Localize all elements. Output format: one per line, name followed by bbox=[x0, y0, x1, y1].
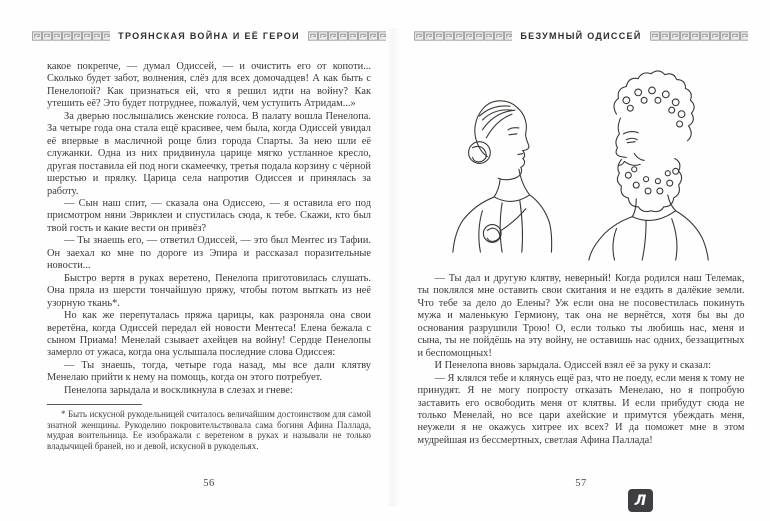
illustration-odysseus-penelope bbox=[418, 51, 745, 263]
paragraph: Но как же перепуталась пряжа царицы, как разроняла она свои веретёна, когда Одиссей передал ей новости Ментеса! Елена бежала с сыном Приама! Менелай сзывает ахейцев на войну! Сердце Пенелопы замерло от ужаса, когда она услышала последние слова Одиссея: bbox=[47, 310, 371, 359]
page-number-left: 56 bbox=[203, 478, 215, 489]
page-number-right: 57 bbox=[575, 478, 587, 489]
paragraph: — Сын наш спит, — сказала она Одиссею, — я оставила его под присмотром няни Эвриклеи и спустилась сюда, к тебе. Скажи, кто был твой гость и какие вести он привёз? bbox=[47, 197, 371, 234]
page-right bbox=[414, 25, 748, 489]
labirint-logo bbox=[628, 489, 653, 512]
footnote-text: * Быть искусной рукодельницей считалось величайшим достоинством для самой знатной женщины. Рукоделию покровительствовала сама богиня Афина Паллада, мудрая воительница. Ее изображали с веретеном в руках и называли не только владычицей браней, но и девой, искусной в рукодельях. bbox=[47, 409, 371, 452]
footnote bbox=[47, 404, 371, 451]
page-left bbox=[32, 25, 386, 489]
paragraph: — Ты дал и другую клятву, неверный! Когда родился наш Телемак, ты поклялся мне оставить свои скитания и не ездить в далёкие земли. Что тебе за дело до Елены? Уж если она не посовестилась покинуть мужа и маленькую Гермиону, так она не вернётся, хотя бы вы до основания разрушили Трою! О, если только ты любишь нас, меня и сына, ты не пойдёшь на эту войну, не оставишь нас одних, беззащитных и беспомощных! bbox=[417, 273, 745, 359]
meander-ornament bbox=[414, 31, 512, 41]
running-head-right bbox=[414, 29, 748, 43]
page-gutter bbox=[386, 28, 400, 506]
meander-ornament bbox=[308, 31, 386, 41]
paragraph: — Ты знаешь, тогда, четыре года назад, мы все дали клятву Менелаю прийти к нему на помощь, когда он этого потребует. bbox=[47, 359, 371, 384]
body-text-right bbox=[418, 273, 745, 447]
paragraph: Пенелопа зарыдала и воскликнула в слезах и гневе: bbox=[64, 384, 293, 396]
page-header-left: ТРОЯНСКАЯ ВОЙНА И ЕЁ ГЕРОИ bbox=[118, 31, 300, 41]
page-header-right: БЕЗУМНЫЙ ОДИССЕЙ bbox=[520, 31, 642, 41]
footnote-rule bbox=[47, 404, 142, 405]
body-text-left bbox=[47, 61, 371, 397]
paragraph: И Пенелопа вновь зарыдала. Одиссей взял её за руку и сказал: bbox=[434, 360, 711, 372]
paragraph: Быстро вертя в руках веретено, Пенелопа приготовилась слушать. Она пряла из шерсти тончайшую пряжу, чтобы потом выткать из неё узорную ткань*. bbox=[47, 272, 371, 309]
paragraph: какое покрепче, — думал Одиссей, — и очистить его от копоти... Сколько будет забот, волнения, слёз для всех домочадцев! А как быть с Пенелопой? Как признаться ей, что я решил идти на войну? Как утешить её? Это будет потруднее, пожалуй, чем уступить Атридам...» bbox=[47, 61, 371, 110]
paragraph: — Ты знаешь его, — ответил Одиссей, — это был Ментес из Тафии. Он заехал ко мне по дороге из Эпира и рассказал поразительные новости... bbox=[47, 235, 371, 272]
paragraph: — Я клялся тебе и клянусь ещё раз, что не поеду, если меня к тому не принудят. Я не могу попросту отказать Менелаю, но я попробую заставить его освободить меня от клятвы. И если прибудут сюда не только Менелай, но все цари ахейские и примутся убеждать меня, неужели я не окажусь хитрее их всех? И да поможет мне в этом мудрейшая из бессмертных, светлая Афина Паллада! bbox=[417, 372, 745, 446]
paragraph: За дверью послышались женские голоса. В палату вошла Пенелопа. За четыре года она стала ещё красивее, чем была, когда Одиссей увидал её впервые в масличной роще близ города Спарты. За нею шли её служанки. Одна из них придвинула царице мягко устланное кресло, другая поставила ей под ноги скамеечку, третья подала корзину с чёрной шерстью и прялку. Царица села напротив Одиссея и принялась за работу. bbox=[47, 110, 371, 197]
meander-ornament bbox=[32, 31, 110, 41]
labirint-letter: Л bbox=[634, 492, 647, 509]
meander-ornament bbox=[650, 31, 748, 41]
running-head-left bbox=[32, 29, 386, 43]
